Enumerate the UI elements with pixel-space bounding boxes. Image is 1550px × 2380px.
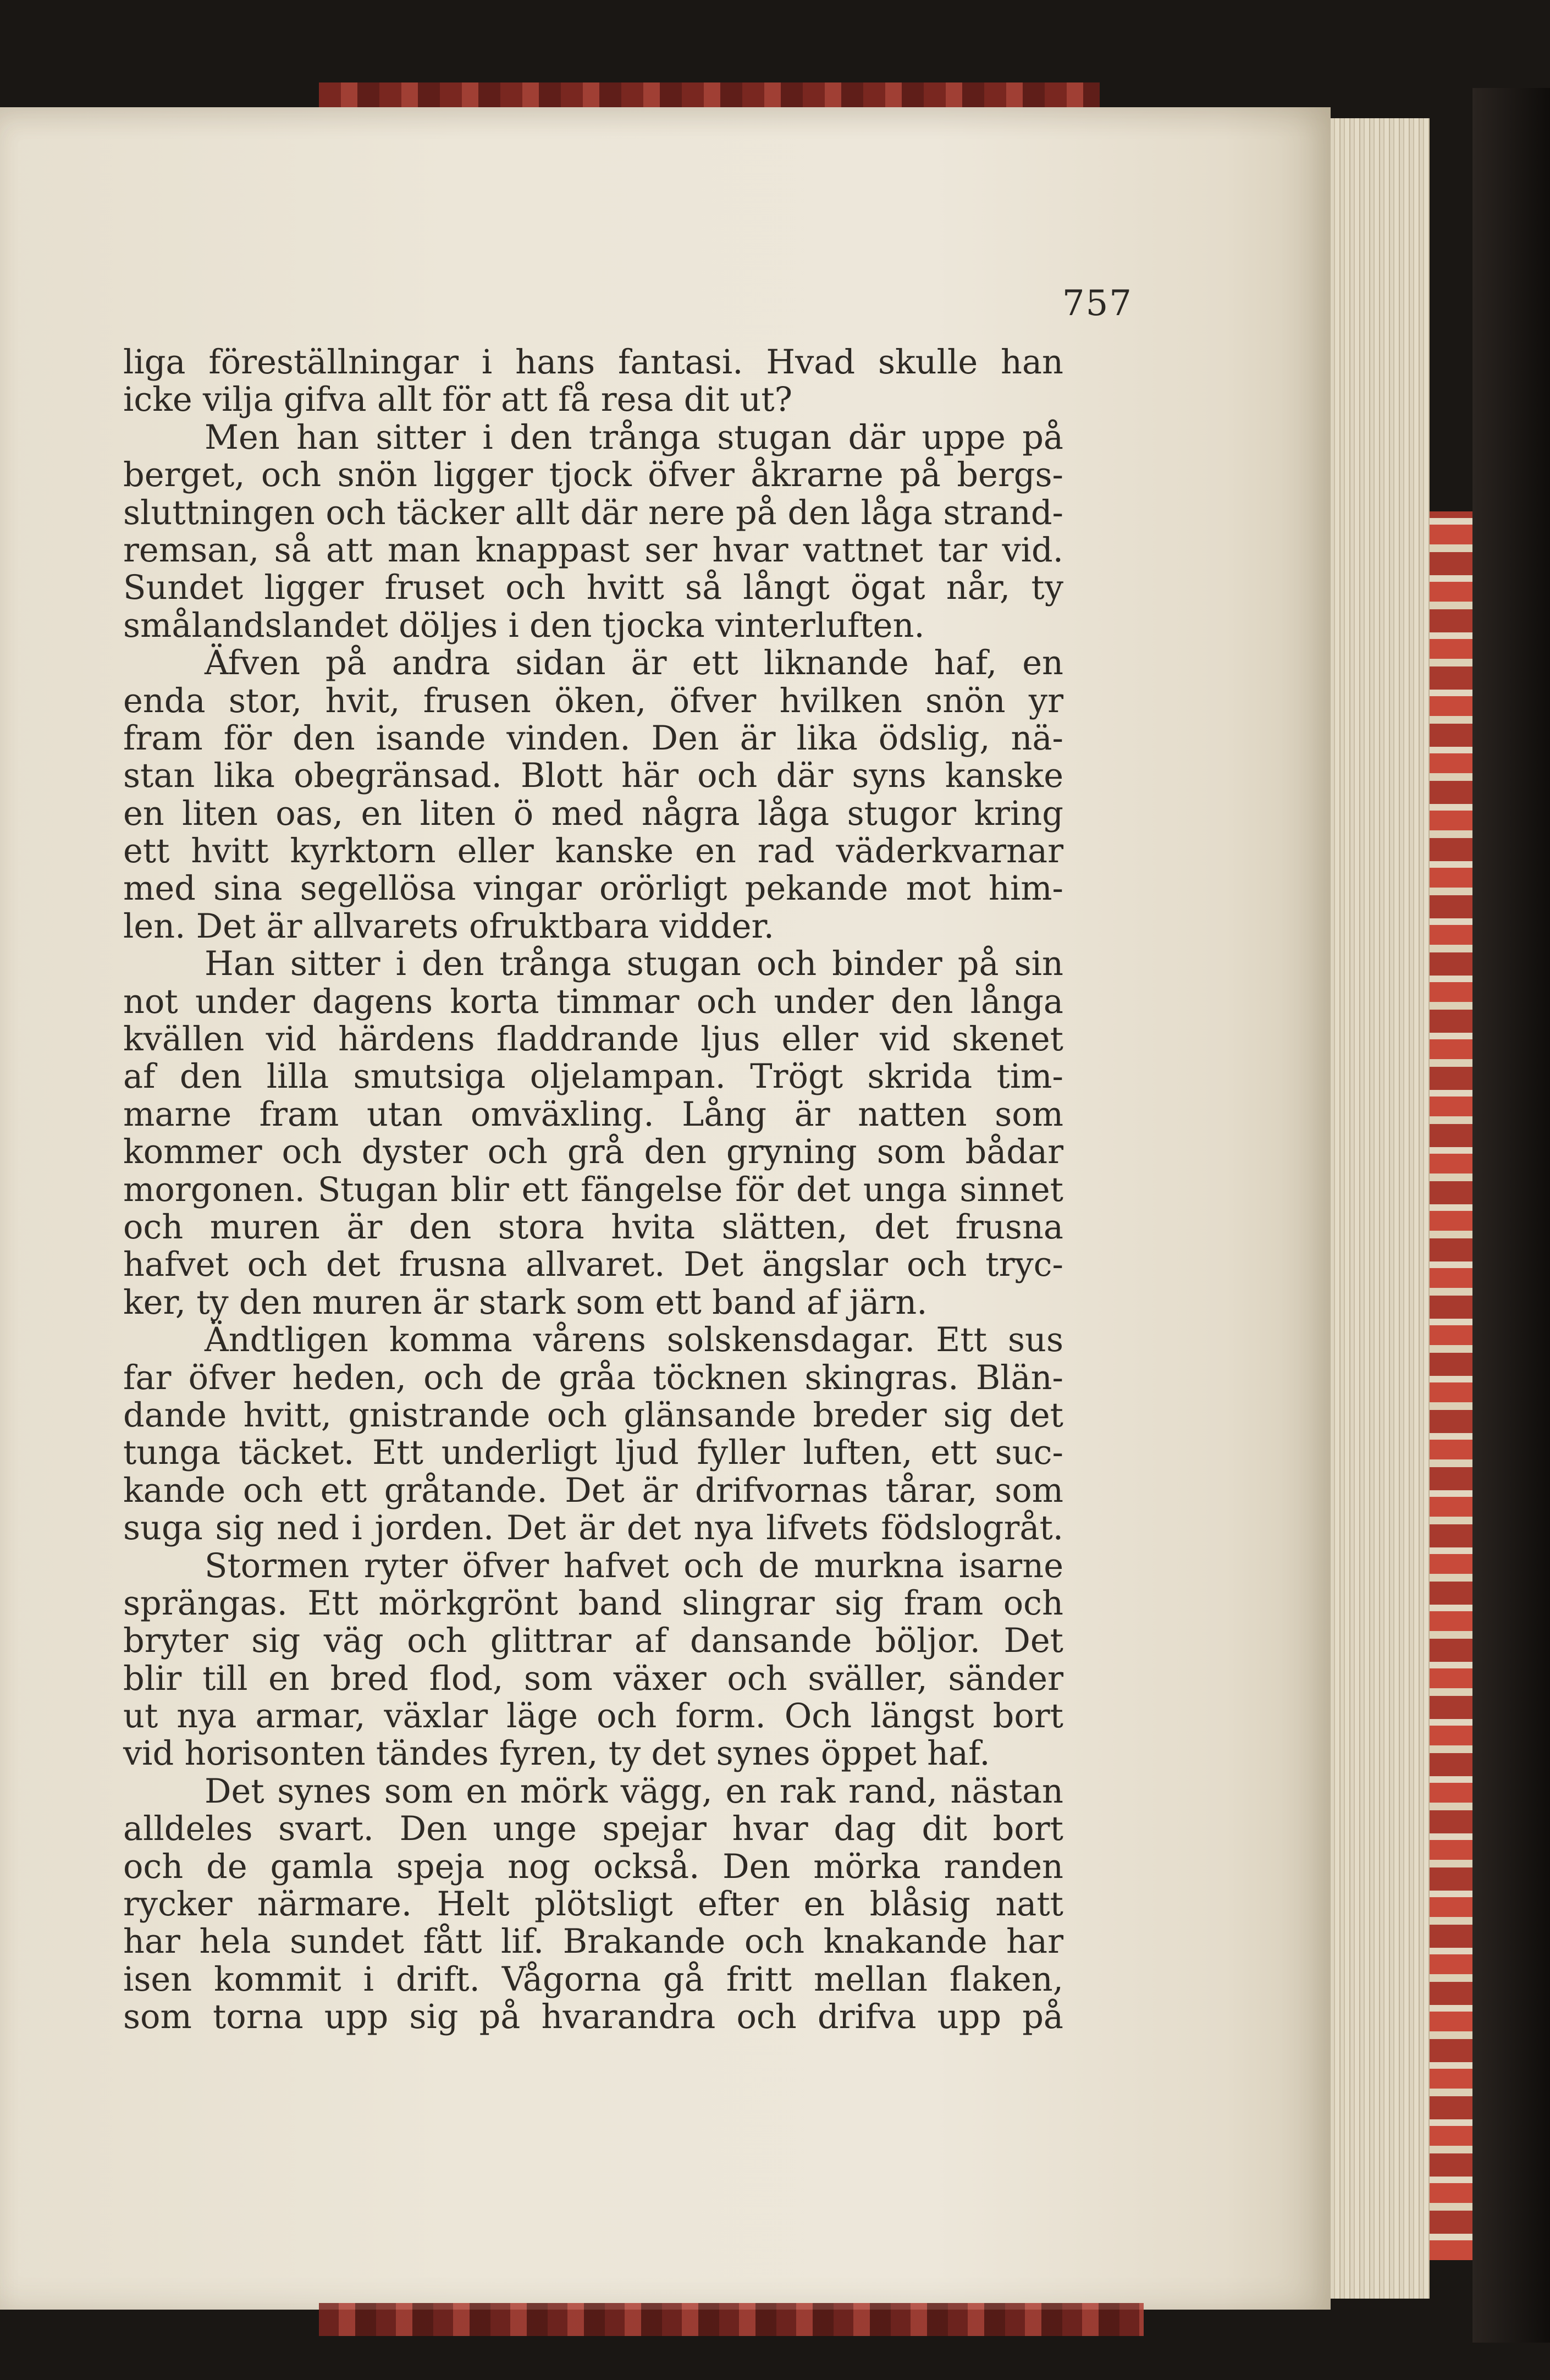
- text-line: och de gamla speja nog också. Den mörka randen: [123, 1847, 1063, 1886]
- text-line: far öfver heden, och de gråa töcknen skingras. Blän-: [123, 1358, 1063, 1397]
- text-line: dande hvitt, gnistrande och glänsande breder sig det: [123, 1396, 1063, 1435]
- text-line: sluttningen och täcker allt där nere på den låga strand-: [123, 493, 1063, 532]
- text-line: len. Det är allvarets ofruktbara vidder.: [123, 907, 774, 946]
- text-line: Äfven på andra sidan är ett liknande haf, en: [205, 644, 1063, 683]
- text-line: af den lilla smutsiga oljelampan. Trögt skrida tim-: [123, 1057, 1063, 1097]
- book-binding: [1472, 88, 1550, 2343]
- text-line: Stormen ryter öfver hafvet och de murkna isarne: [205, 1546, 1063, 1585]
- text-line: med sina segellösa vingar orörligt pekande mot him-: [123, 869, 1063, 908]
- text-line: liga föreställningar i hans fantasi. Hvad skulle han: [123, 343, 1063, 382]
- text-line: isen kommit i drift. Vågorna gå fritt mellan flaken,: [123, 1960, 1063, 1999]
- text-line: blir till en bred flod, som växer och sväller, sänder: [123, 1659, 1063, 1698]
- text-line: ker, ty den muren är stark som ett band af järn.: [123, 1283, 928, 1322]
- text-line: kande och ett gråtande. Det är drifvornas tårar, som: [123, 1471, 1063, 1510]
- body-text: [123, 344, 1063, 2036]
- text-line: remsan, så att man knappast ser hvar vattnet tar vid.: [123, 531, 1063, 570]
- text-line: berget, och snön ligger tjock öfver åkrarne på bergs-: [123, 456, 1063, 495]
- text-line: kvällen vid härdens fladdrande ljus eller vid skenet: [123, 1020, 1063, 1059]
- text-line: en liten oas, en liten ö med några låga stugor kring: [123, 794, 1063, 833]
- text-line: stan lika obegränsad. Blott här och där syns kanske: [123, 757, 1063, 796]
- text-line: icke vilja gifva allt för att få resa dit ut?: [123, 381, 793, 420]
- text-line: ett hvitt kyrktorn eller kanske en rad väderkvarnar: [123, 832, 1063, 871]
- text-line: vid horisonten tändes fyren, ty det synes öppet haf.: [123, 1734, 990, 1773]
- text-line: Ändtligen komma vårens solskensdagar. Ett sus: [205, 1321, 1063, 1360]
- text-line: fram för den isande vinden. Den är lika ödslig, nä-: [123, 719, 1063, 758]
- text-line: tunga täcket. Ett underligt ljud fyller luften, ett suc-: [123, 1434, 1063, 1473]
- text-line: Det synes som en mörk vägg, en rak rand, nästan: [205, 1772, 1063, 1811]
- text-line: sprängas. Ett mörkgrönt band slingrar sig fram och: [123, 1584, 1063, 1623]
- text-line: och muren är den stora hvita slätten, det frusna: [123, 1208, 1063, 1247]
- page-number: 757: [1062, 283, 1133, 324]
- text-line: suga sig ned i jorden. Det är det nya lifvets födslogråt.: [123, 1509, 1063, 1548]
- text-line: rycker närmare. Helt plötsligt efter en blåsig natt: [123, 1885, 1063, 1924]
- colored-page-edge: [1430, 511, 1472, 2260]
- page-stack-edge: [1331, 118, 1430, 2299]
- text-line: som torna upp sig på hvarandra och drifva upp på: [123, 1998, 1063, 2037]
- text-line: har hela sundet fått lif. Brakande och knakande har: [123, 1922, 1063, 1962]
- text-line: Men han sitter i den trånga stugan där uppe på: [205, 418, 1063, 457]
- text-line: ut nya armar, växlar läge och form. Och längst bort: [123, 1697, 1063, 1736]
- text-line: enda stor, hvit, frusen öken, öfver hvilken snön yr: [123, 681, 1063, 720]
- text-line: not under dagens korta timmar och under den långa: [123, 982, 1063, 1021]
- text-line: morgonen. Stugan blir ett fängelse för det unga sinnet: [123, 1170, 1063, 1209]
- text-line: alldeles svart. Den unge spejar hvar dag dit bort: [123, 1810, 1063, 1849]
- text-line: hafvet och det frusna allvaret. Det ängslar och tryc-: [123, 1246, 1063, 1285]
- text-line: bryter sig väg och glittrar af dansande böljor. Det: [123, 1622, 1063, 1661]
- bottom-page-edge: [319, 2303, 1144, 2336]
- text-line: smålandslandet döljes i den tjocka vinterluften.: [123, 606, 925, 645]
- text-line: Sundet ligger fruset och hvitt så långt ögat når, ty: [123, 569, 1063, 608]
- text-line: Han sitter i den trånga stugan och binder på sin: [205, 945, 1063, 984]
- text-line: kommer och dyster och grå den gryning som bådar: [123, 1133, 1063, 1172]
- text-line: marne fram utan omväxling. Lång är natten som: [123, 1095, 1063, 1134]
